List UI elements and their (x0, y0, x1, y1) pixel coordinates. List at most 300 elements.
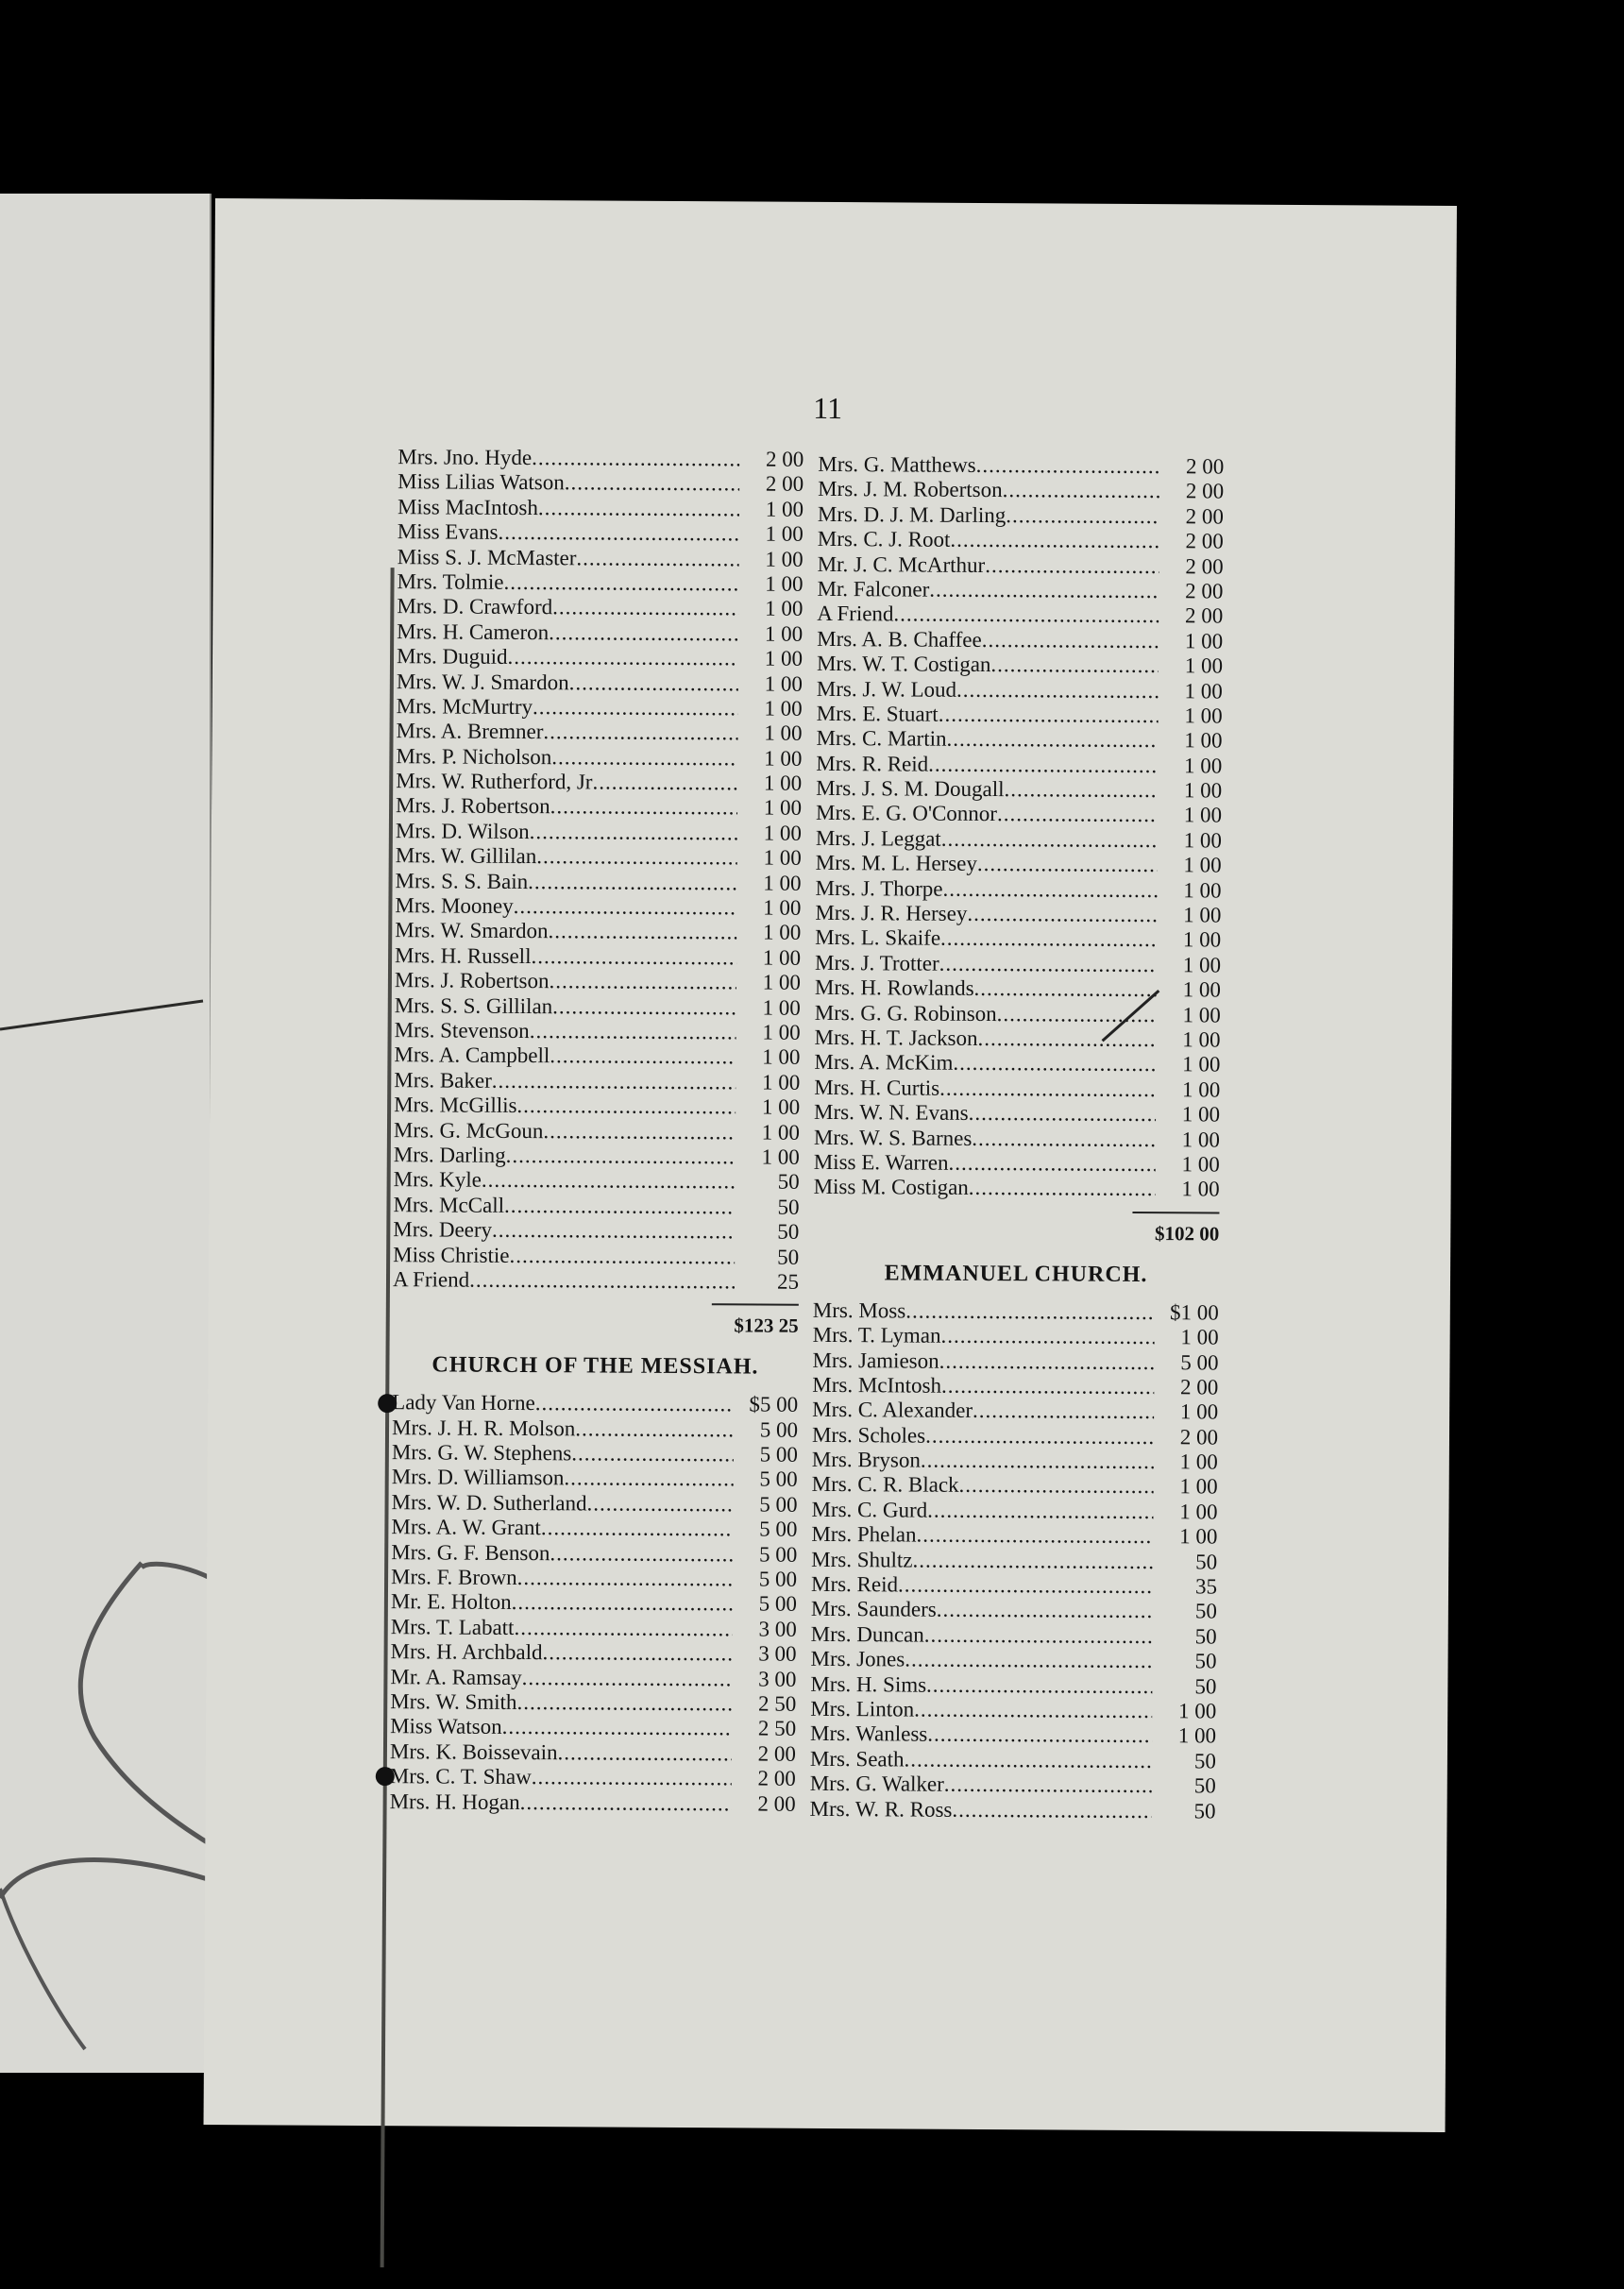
leader-dots (576, 546, 738, 571)
list-item (396, 769, 802, 796)
leader-dots (905, 1648, 1152, 1674)
leader-dots (509, 1243, 735, 1269)
donor-name: Mrs. Jones (810, 1647, 905, 1671)
donor-name: Mrs. Tolmie (397, 569, 504, 594)
donation-amount: 1 00 (763, 821, 802, 845)
list-item (397, 694, 803, 721)
donor-name: Mr. Falconer (817, 576, 930, 602)
leader-dots (516, 1094, 736, 1120)
donor-name: Miss Christie (393, 1242, 510, 1267)
donor-name: Miss MacIntosh (397, 494, 538, 519)
donation-amount: 1 00 (762, 945, 802, 970)
donation-amount: $5 00 (749, 1392, 799, 1417)
donation-amount: 1 00 (761, 1120, 801, 1144)
leader-dots (948, 1151, 1155, 1178)
list-item (392, 1440, 798, 1467)
leader-dots (921, 1449, 1154, 1475)
list-item (396, 719, 802, 746)
donation-amount: 1 00 (762, 1044, 801, 1070)
donor-name: A Friend (392, 1267, 470, 1292)
list-item (391, 1515, 797, 1542)
leader-dots (543, 720, 737, 746)
leader-dots (972, 1126, 1156, 1152)
leader-dots (557, 1740, 732, 1767)
donation-amount: 2 00 (1185, 579, 1224, 603)
donation-amount: 5 00 (758, 1567, 798, 1591)
leader-dots (517, 1566, 734, 1592)
donor-name: Mrs. Deery (393, 1217, 493, 1242)
donor-name: Mr. A. Ramsay (390, 1664, 522, 1689)
leader-dots (492, 1069, 736, 1095)
donor-name: Mrs. T. Labatt (390, 1614, 515, 1639)
leader-dots (944, 1772, 1152, 1799)
leader-dots (532, 446, 739, 472)
leader-dots (976, 453, 1160, 480)
leader-dots (1006, 503, 1159, 529)
donor-name: Mrs. Linton (810, 1696, 915, 1721)
section-heading: EMMANUEL CHURCH. (884, 1261, 1148, 1287)
donor-name: Mrs. L. Skaife (815, 925, 941, 951)
donor-name: Mrs. Stevenson (394, 1018, 530, 1043)
donation-amount: 2 00 (757, 1791, 796, 1816)
list-item (817, 702, 1223, 729)
list-item (811, 1498, 1217, 1525)
donation-amount: 1 00 (1179, 1524, 1218, 1549)
donor-name: Mrs. Duguid (396, 644, 508, 670)
list-item (816, 726, 1222, 754)
leader-dots (969, 1101, 1157, 1128)
list-item (395, 968, 801, 995)
list-item (391, 1490, 797, 1518)
leader-dots (928, 752, 1158, 778)
donation-amount: 1 00 (762, 970, 802, 995)
donor-name: Mrs. C. T. Shaw (389, 1764, 532, 1789)
leader-dots (538, 496, 739, 522)
donor-name: Mrs. J. R. Hersey (815, 900, 968, 925)
donor-name: Mrs. J. H. R. Molson (391, 1415, 576, 1441)
leader-dots (532, 1765, 732, 1791)
leader-dots (942, 876, 1157, 903)
list-item (812, 1448, 1218, 1475)
list-item (394, 1093, 800, 1120)
leader-dots (502, 1715, 733, 1741)
donation-amount: 1 00 (762, 1020, 801, 1044)
donation-amount: 1 00 (764, 646, 804, 670)
list-item (396, 843, 802, 871)
donation-amount: 1 00 (1183, 853, 1222, 877)
donor-name: Mrs. H. Archbald (390, 1639, 543, 1665)
donor-name: Mrs. McMurtry (396, 694, 533, 719)
donation-amount: 1 00 (764, 696, 803, 721)
list-item (813, 1298, 1219, 1326)
donation-amount: 3 00 (758, 1617, 797, 1641)
donor-name: Miss E. Warren (813, 1149, 949, 1175)
list-item (392, 1416, 798, 1443)
leader-dots (914, 1698, 1152, 1724)
donor-name: Mrs. W. Smith (390, 1689, 517, 1714)
leader-dots (973, 976, 1156, 1003)
donor-name: Mrs. Bryson (811, 1447, 921, 1472)
donation-amount: 50 (1193, 1749, 1216, 1773)
list-item (811, 1522, 1217, 1550)
leader-dots (498, 520, 738, 547)
page-number: 11 (813, 390, 843, 426)
donor-name: Mrs. A. Bremner (396, 719, 544, 744)
donor-name: Mrs. Wanless (810, 1721, 928, 1746)
leader-dots (898, 1572, 1153, 1599)
donation-amount: 1 00 (764, 671, 803, 696)
list-item (397, 670, 803, 697)
donor-name: Mrs. McGillis (394, 1093, 517, 1118)
leader-dots (571, 1441, 734, 1467)
list-item (811, 1622, 1217, 1650)
leader-dots (533, 695, 738, 721)
leader-dots (564, 1467, 734, 1492)
donation-amount: 5 00 (759, 1417, 799, 1442)
leader-dots (506, 1144, 736, 1170)
donation-amount: 2 00 (1185, 504, 1225, 529)
list-item (394, 1068, 800, 1095)
donation-amount: 2 50 (757, 1716, 797, 1741)
list-item (390, 1715, 796, 1742)
donor-name: Mrs. C. Martin (816, 726, 947, 752)
list-item (810, 1697, 1216, 1724)
donor-name: Mrs. T. Lyman (812, 1322, 941, 1348)
donor-name: Mrs. Kyle (393, 1167, 482, 1193)
donation-amount: 1 00 (761, 1094, 801, 1119)
leader-dots (536, 844, 737, 871)
list-item (811, 1597, 1217, 1624)
donation-amount: 1 00 (764, 721, 803, 746)
leader-dots (937, 1598, 1153, 1624)
list-item (394, 1118, 800, 1145)
donation-amount: 1 00 (765, 571, 804, 596)
donor-name: Mrs. W. J. Smardon (396, 669, 569, 694)
leader-dots (912, 1548, 1153, 1574)
donation-amount: 1 00 (1184, 678, 1223, 704)
donor-name: Mrs. W. S. Barnes (813, 1125, 973, 1150)
donation-amount: 1 00 (1183, 778, 1223, 803)
donation-amount: 1 00 (1180, 1325, 1219, 1349)
donor-name: Lady Van Horne (392, 1390, 535, 1416)
donor-name: Mrs. P. Nicholson (396, 743, 552, 769)
donation-amount: 1 00 (762, 995, 801, 1020)
donation-amount: 1 00 (764, 621, 804, 646)
list-item (398, 470, 804, 498)
leader-dots (541, 1516, 734, 1542)
donation-amount: 1 00 (1182, 1027, 1221, 1052)
leader-dots (504, 1194, 736, 1220)
list-item (815, 951, 1221, 978)
left-column (390, 445, 804, 1817)
leader-dots (952, 1797, 1151, 1823)
donation-amount: 2 00 (765, 471, 804, 497)
donor-name: Mrs. A. B. Chaffee (817, 626, 982, 652)
donation-amount: 1 00 (1183, 803, 1223, 827)
donation-amount: 50 (777, 1169, 800, 1195)
list-item (810, 1671, 1216, 1699)
donor-name: Mrs. W. D. Sutherland (391, 1490, 587, 1516)
leader-dots (973, 1399, 1154, 1425)
donor-name: Mrs. McIntosh (812, 1372, 942, 1398)
donor-name: Mrs. C. Gurd (811, 1497, 928, 1522)
list-item (815, 1026, 1221, 1053)
leader-dots (575, 1416, 734, 1442)
leader-dots (905, 1298, 1155, 1325)
list-item (398, 545, 804, 572)
list-item (397, 619, 803, 647)
leader-dots (941, 1374, 1154, 1400)
leader-dots (503, 570, 738, 597)
donor-name: Mrs. J. Robertson (395, 793, 550, 819)
donor-name: Mrs. H. Cameron (397, 619, 550, 644)
donor-name: Mrs. W. T. Costigan (816, 652, 991, 677)
donor-name: A Friend (817, 602, 894, 626)
leader-dots (528, 870, 737, 896)
leader-dots (927, 1722, 1152, 1749)
list-item (397, 595, 803, 622)
donation-amount: 5 00 (759, 1492, 798, 1517)
donor-name: Miss Lilias Watson (398, 469, 565, 495)
list-item (818, 452, 1224, 480)
donor-name: Mrs. D. Crawford (397, 594, 553, 619)
donor-name: Mrs. Saunders (810, 1597, 937, 1622)
donation-amount: 50 (777, 1245, 800, 1269)
leader-dots (940, 1324, 1154, 1350)
donor-name: Mrs. Jamieson (812, 1348, 939, 1373)
donor-name: Mrs. G. G. Robinson (814, 1000, 997, 1026)
leader-dots (977, 852, 1158, 878)
list-item (814, 1100, 1220, 1128)
donor-name: Mrs. W. Rutherford, Jr (396, 769, 593, 794)
donation-amount: 1 00 (763, 871, 802, 895)
donation-amount: 1 00 (1182, 1002, 1221, 1027)
donation-amount: 50 (1193, 1773, 1216, 1798)
donation-amount: 50 (777, 1219, 800, 1244)
donation-amount: 1 00 (1177, 1723, 1217, 1748)
list-item (391, 1540, 797, 1568)
donation-amount: 1 00 (762, 920, 802, 945)
list-item (812, 1423, 1218, 1450)
donation-amount: 35 (1194, 1574, 1218, 1599)
leader-dots (508, 645, 739, 671)
list-item (818, 527, 1224, 554)
section-total: $123 25 (734, 1314, 799, 1338)
donation-amount: 5 00 (1180, 1349, 1219, 1375)
list-item (395, 893, 801, 921)
donor-name: Miss Watson (390, 1714, 502, 1739)
donor-name: Mrs. F. Brown (391, 1565, 517, 1589)
list-item (396, 744, 802, 771)
donation-amount: 1 00 (1182, 927, 1222, 952)
donor-name: Miss Evans (397, 519, 499, 545)
list-item (391, 1615, 797, 1642)
donation-amount: 1 00 (763, 895, 802, 920)
donor-name: Mrs. J. M. Robertson (818, 477, 1003, 502)
donor-name: Mrs. W. Smardon (395, 918, 549, 943)
leader-dots (893, 602, 1159, 629)
leader-dots (953, 1051, 1156, 1077)
total-rule (1132, 1212, 1219, 1214)
donation-amount: 1 00 (764, 746, 803, 771)
list-item (812, 1472, 1218, 1500)
donation-amount: 1 00 (1182, 1052, 1221, 1077)
donation-amount: 1 00 (1179, 1450, 1218, 1474)
donor-name: Miss M. Costigan (813, 1175, 969, 1200)
leader-dots (926, 1672, 1152, 1699)
list-item (394, 1043, 800, 1071)
donor-name: Mrs. G. F. Benson (391, 1539, 550, 1565)
leader-dots (990, 653, 1159, 678)
donor-name: Mrs. Jno. Hyde (398, 445, 533, 470)
donation-amount: 2 00 (757, 1766, 796, 1790)
list-item (393, 1267, 799, 1295)
leader-dots (550, 1541, 733, 1568)
list-item (390, 1764, 796, 1791)
leader-dots (982, 628, 1159, 654)
list-item (814, 1125, 1220, 1152)
leader-dots (542, 1640, 732, 1667)
donor-name: Mrs. K. Boissevain (389, 1738, 558, 1764)
document-page (204, 198, 1457, 2132)
donation-amount: 1 00 (761, 1144, 800, 1169)
section-total: $102 00 (1155, 1221, 1220, 1246)
donation-amount: 50 (1194, 1599, 1217, 1623)
donation-amount: 1 00 (1179, 1500, 1218, 1524)
donor-name: Mrs. Phelan (811, 1522, 917, 1547)
list-item (391, 1590, 797, 1618)
leader-dots (905, 1747, 1152, 1773)
donor-name: Mr. J. C. McArthur (817, 551, 986, 577)
donation-amount: 50 (1194, 1649, 1217, 1673)
list-item (812, 1348, 1218, 1375)
donor-name: Mrs. H. Hogan (389, 1789, 520, 1814)
list-item (395, 993, 801, 1021)
leader-dots (929, 578, 1159, 604)
list-item (391, 1565, 797, 1592)
list-item (398, 445, 804, 472)
donor-name: Mrs. J. Leggat (815, 825, 941, 851)
list-item (397, 644, 803, 671)
donor-name: Mrs. Seath (809, 1746, 905, 1772)
donation-amount: 1 00 (1179, 1474, 1218, 1499)
donor-name: Mrs. G. Matthews (818, 451, 976, 477)
list-item (816, 851, 1222, 878)
donation-amount: 2 50 (757, 1691, 797, 1716)
donation-amount: 1 00 (763, 771, 803, 795)
donation-amount: 5 00 (759, 1517, 798, 1542)
list-item (392, 1466, 798, 1493)
donation-amount: 3 00 (758, 1667, 797, 1691)
leader-dots (514, 894, 737, 921)
donation-amount: 2 00 (757, 1741, 797, 1766)
list-item (817, 577, 1223, 604)
donor-name: Mrs. G. Walker (809, 1772, 944, 1796)
donor-name: Mrs. C. R. Black (811, 1472, 959, 1498)
donor-name: Mrs. H. Russell (395, 942, 532, 968)
donation-amount: 2 00 (765, 447, 804, 471)
donation-amount: 1 00 (1183, 903, 1222, 927)
list-item (816, 826, 1222, 854)
donor-name: Mrs. Shultz (811, 1547, 913, 1572)
donor-name: Mrs. Mooney (395, 893, 514, 918)
leader-dots (549, 620, 738, 647)
donation-amount: 50 (1193, 1798, 1216, 1823)
donation-amount: 1 00 (1179, 1399, 1219, 1424)
list-item (390, 1689, 796, 1717)
leader-dots (469, 1268, 735, 1295)
donation-amount: 1 00 (1182, 953, 1222, 977)
list-item (818, 502, 1224, 530)
donor-name: Mrs. J. S. M. Dougall (816, 775, 1005, 802)
list-item (810, 1721, 1216, 1749)
leader-dots (956, 677, 1159, 704)
leader-dots (530, 1019, 736, 1045)
list-item (810, 1647, 1216, 1674)
list-item (398, 495, 804, 522)
list-item (397, 569, 803, 597)
leader-dots (531, 944, 736, 971)
leader-dots (586, 1491, 733, 1517)
leader-dots (565, 471, 740, 498)
donor-name: Mrs. H. T. Jackson (814, 1025, 978, 1050)
list-item (814, 1150, 1220, 1178)
leader-dots (550, 1044, 736, 1071)
list-item (818, 551, 1224, 579)
donation-amount: 3 00 (758, 1641, 797, 1666)
donation-amount: 2 00 (1180, 1375, 1219, 1399)
donation-amount: 1 00 (1181, 1077, 1221, 1102)
donation-amount: 50 (1194, 1673, 1217, 1699)
donation-amount: 5 00 (759, 1467, 798, 1492)
donor-name: Mrs. S. S. Bain (395, 868, 529, 893)
section-heading: CHURCH OF THE MESSIAH. (431, 1352, 759, 1380)
donor-name: Mrs. Scholes (811, 1422, 926, 1448)
donor-name: Mrs. A. Campbell (394, 1043, 550, 1068)
list-item (814, 1050, 1220, 1077)
donation-amount: 1 00 (1183, 877, 1222, 903)
donor-name: Mrs. D. Williamson (391, 1465, 565, 1490)
list-item (816, 776, 1222, 804)
leader-dots (925, 1423, 1154, 1450)
list-item (396, 794, 802, 822)
list-item (813, 1323, 1219, 1350)
donation-amount: 1 00 (1184, 629, 1224, 653)
list-item (816, 801, 1222, 828)
donor-name: Mrs. J. Thorpe (815, 875, 943, 901)
donation-amount: 1 00 (1184, 753, 1223, 778)
donor-name: Mrs. G. W. Stephens (391, 1440, 572, 1466)
donation-amount: 1 00 (1184, 704, 1223, 728)
list-item (814, 1175, 1220, 1202)
leader-dots (985, 553, 1159, 580)
leader-dots (552, 596, 738, 622)
leader-dots (569, 670, 738, 696)
donation-amount: $1 00 (1169, 1299, 1219, 1325)
leader-dots (927, 1498, 1153, 1524)
donor-name: Mrs. Baker (394, 1067, 492, 1093)
leader-dots (551, 745, 737, 771)
leader-dots (543, 1119, 736, 1145)
leader-dots (916, 1523, 1153, 1550)
donor-name: Mrs. J. Trotter (814, 950, 939, 975)
donation-amount: 2 00 (1184, 603, 1224, 628)
donor-name: Mrs. G. McGoun (393, 1117, 544, 1143)
list-item (815, 876, 1221, 904)
donor-name: Mrs. Moss (812, 1297, 906, 1323)
total-rule (712, 1304, 799, 1307)
donation-amount: 1 00 (1182, 977, 1221, 1002)
